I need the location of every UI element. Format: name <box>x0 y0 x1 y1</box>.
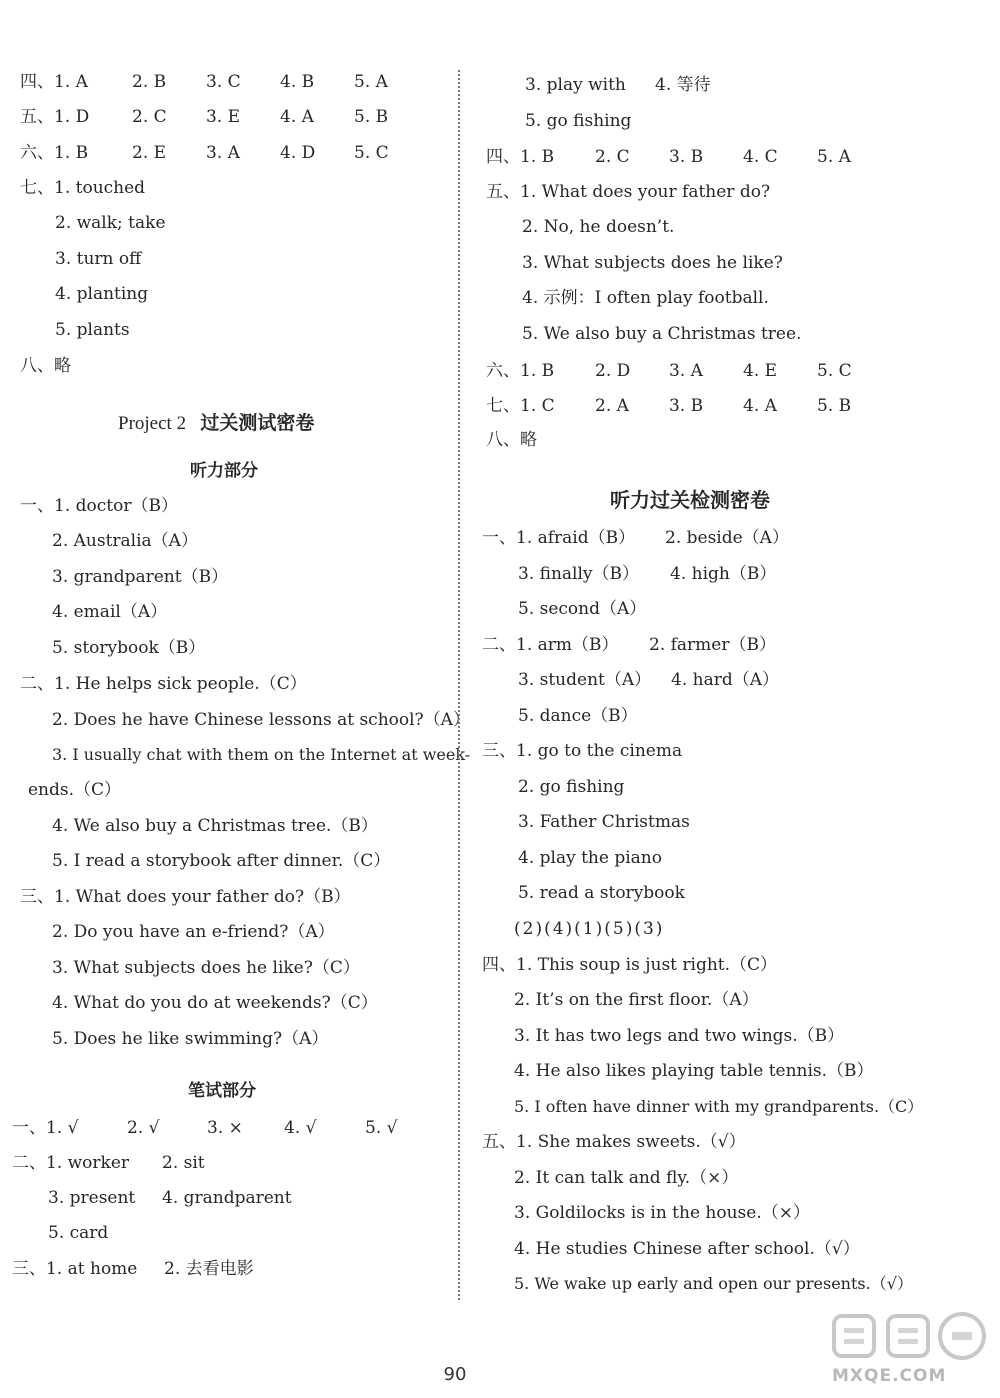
answer-cell: 3. present <box>48 1188 136 1208</box>
answer-cell: 3. B <box>669 396 704 416</box>
answer-line: 五、1. What does your father do? <box>486 182 771 202</box>
listening-test-heading: 听力过关检测密卷 <box>610 488 770 512</box>
answer-line: 5. I often have dinner with my grandparents.（C） <box>514 1097 924 1116</box>
answer-line: 三、1. go to the cinema <box>482 741 683 761</box>
answer-line: 5. second（A） <box>518 599 647 619</box>
answer-line: 二、1. He helps sick people.（C） <box>20 674 307 694</box>
answer-cell: 五、1. D <box>20 107 90 127</box>
listening-heading: 听力部分 <box>190 461 258 481</box>
answer-line: 2. walk; take <box>55 213 166 233</box>
answer-line: 5. storybook（B） <box>52 638 206 658</box>
answer-line: 5. dance（B） <box>518 706 638 726</box>
answer-cell: 2. C <box>595 147 630 167</box>
answer-line: 5. read a storybook <box>518 883 685 903</box>
answer-line: 4. planting <box>55 284 149 304</box>
project-subtitle: 过关测试密卷 <box>200 412 315 434</box>
watermark-seal-icon <box>826 1306 996 1366</box>
answer-line: 4. 示例：I often play football. <box>522 288 769 308</box>
answer-line: 五、1. She makes sweets.（√） <box>482 1132 746 1152</box>
answer-cell: 七、1. C <box>486 396 555 416</box>
answer-cell: 4. high（B） <box>670 564 777 584</box>
column-divider <box>458 70 460 1300</box>
answer-cell: 5. √ <box>365 1118 398 1138</box>
answer-line: 3. I usually chat with them on the Internet at week- <box>52 745 471 764</box>
answer-cell: 2. sit <box>162 1153 205 1173</box>
answer-line: 3. It has two legs and two wings.（B） <box>514 1026 845 1046</box>
answer-line: 2. Does he have Chinese lessons at school?（A） <box>52 710 470 730</box>
answer-line: 4. He also likes playing table tennis.（B） <box>514 1061 874 1081</box>
answer-cell: 3. student（A） <box>518 670 652 690</box>
answer-line: 3. Goldilocks is in the house.（×） <box>514 1203 810 1223</box>
watermark-logo <box>826 1306 996 1394</box>
answer-cell: 四、1. B <box>486 147 555 167</box>
answer-cell: 3. B <box>669 147 704 167</box>
answer-line: 3. What subjects does he like? <box>522 253 783 273</box>
answer-line: 4. What do you do at weekends?（C） <box>52 993 378 1013</box>
answer-cell: 2. D <box>595 361 631 381</box>
answer-cell: 5. B <box>354 107 389 127</box>
answer-cell: 5. A <box>817 147 851 167</box>
written-heading: 笔试部分 <box>188 1081 256 1101</box>
answer-line: 2. No, he doesn’t. <box>522 217 675 237</box>
answer-cell: 2. A <box>595 396 629 416</box>
answer-cell: 3. A <box>669 361 703 381</box>
answer-line: 5. go fishing <box>525 111 632 131</box>
answer-cell: 六、1. B <box>486 361 555 381</box>
answer-cell: 4. A <box>280 107 314 127</box>
page-number: 90 <box>443 1364 467 1385</box>
answer-line: 5. I read a storybook after dinner.（C） <box>52 851 391 871</box>
answer-line: 5. Does he like swimming?（A） <box>52 1029 329 1049</box>
answer-line: 三、1. What does your father do?（B） <box>20 887 351 907</box>
watermark-text: MXQE.COM <box>832 1366 947 1386</box>
answer-cell: 二、1. arm（B） <box>482 635 619 655</box>
answer-cell: 二、1. worker <box>12 1153 130 1173</box>
answer-cell: 2. B <box>132 72 167 92</box>
answer-cell: 4. grandparent <box>162 1188 292 1208</box>
answer-cell: 四、1. A <box>20 72 88 92</box>
answer-line: 3. Father Christmas <box>518 812 690 832</box>
answer-line: 5. card <box>48 1223 109 1243</box>
answer-cell: 4. C <box>743 147 778 167</box>
answer-cell: 2. farmer（B） <box>649 635 776 655</box>
answer-cell: 5. A <box>354 72 388 92</box>
answer-line: 3. What subjects does he like?（C） <box>52 958 360 978</box>
answer-line: 3. grandparent（B） <box>52 567 229 587</box>
answer-line: 4. He studies Chinese after school.（√） <box>514 1239 860 1259</box>
answer-cell: 5. B <box>817 396 852 416</box>
answer-cell: 2. E <box>132 143 167 163</box>
answer-line: 2. Do you have an e-friend?（A） <box>52 922 335 942</box>
answer-line: 5. We also buy a Christmas tree. <box>522 324 802 344</box>
answer-cell: 4. D <box>280 143 316 163</box>
answer-cell: 3. play with <box>525 75 626 95</box>
answer-line: 2. Australia（A） <box>52 531 198 551</box>
answer-cell: 4. A <box>743 396 777 416</box>
answer-line: 四、1. This soup is just right.（C） <box>482 955 778 975</box>
answer-line: 一、1. doctor（B） <box>20 496 178 516</box>
answer-cell: 2. √ <box>127 1118 160 1138</box>
answer-cell: 一、1. afraid（B） <box>482 528 636 548</box>
answer-cell: 3. E <box>206 107 241 127</box>
answer-line: 4. email（A） <box>52 602 168 622</box>
answer-line: 2. go fishing <box>518 777 625 797</box>
answer-cell: 4. B <box>280 72 315 92</box>
answer-line: 4. play the piano <box>518 848 662 868</box>
answer-line: 2. It’s on the first floor.（A） <box>514 990 759 1010</box>
answer-cell: 4. E <box>743 361 778 381</box>
answer-line: ends.（C） <box>28 780 122 800</box>
answer-cell: 一、1. √ <box>12 1118 79 1138</box>
answer-cell: 3. × <box>207 1118 243 1138</box>
answer-cell: 3. finally（B） <box>518 564 640 584</box>
answer-cell: 5. C <box>817 361 852 381</box>
answer-cell: 3. A <box>206 143 240 163</box>
answer-cell: 三、1. at home <box>12 1259 138 1279</box>
answer-cell: 六、1. B <box>20 143 89 163</box>
answer-cell: 4. hard（A） <box>671 670 779 690</box>
answer-line: 3. turn off <box>55 249 142 269</box>
answer-cell: 5. C <box>354 143 389 163</box>
answer-line: 2. It can talk and fly.（×） <box>514 1168 739 1188</box>
answer-line: 5. plants <box>55 320 130 340</box>
answer-line: 八、略 <box>20 356 71 376</box>
answer-line: (2)(4)(1)(5)(3) <box>514 919 665 939</box>
answer-cell: 2. beside（A） <box>665 528 789 548</box>
answer-cell: 3. C <box>206 72 241 92</box>
answer-cell: 2. C <box>132 107 167 127</box>
answer-cell: 4. √ <box>284 1118 317 1138</box>
answer-line: 4. We also buy a Christmas tree.（B） <box>52 816 378 836</box>
answer-line: 八、略 <box>486 430 537 450</box>
answer-cell: 4. 等待 <box>655 75 711 95</box>
answer-line: 七、1. touched <box>20 178 146 198</box>
project-title: Project 2 <box>118 413 187 434</box>
section-title <box>118 408 314 435</box>
answer-cell: 2. 去看电影 <box>164 1259 254 1279</box>
answer-line: 5. We wake up early and open our presents.（√） <box>514 1274 913 1293</box>
